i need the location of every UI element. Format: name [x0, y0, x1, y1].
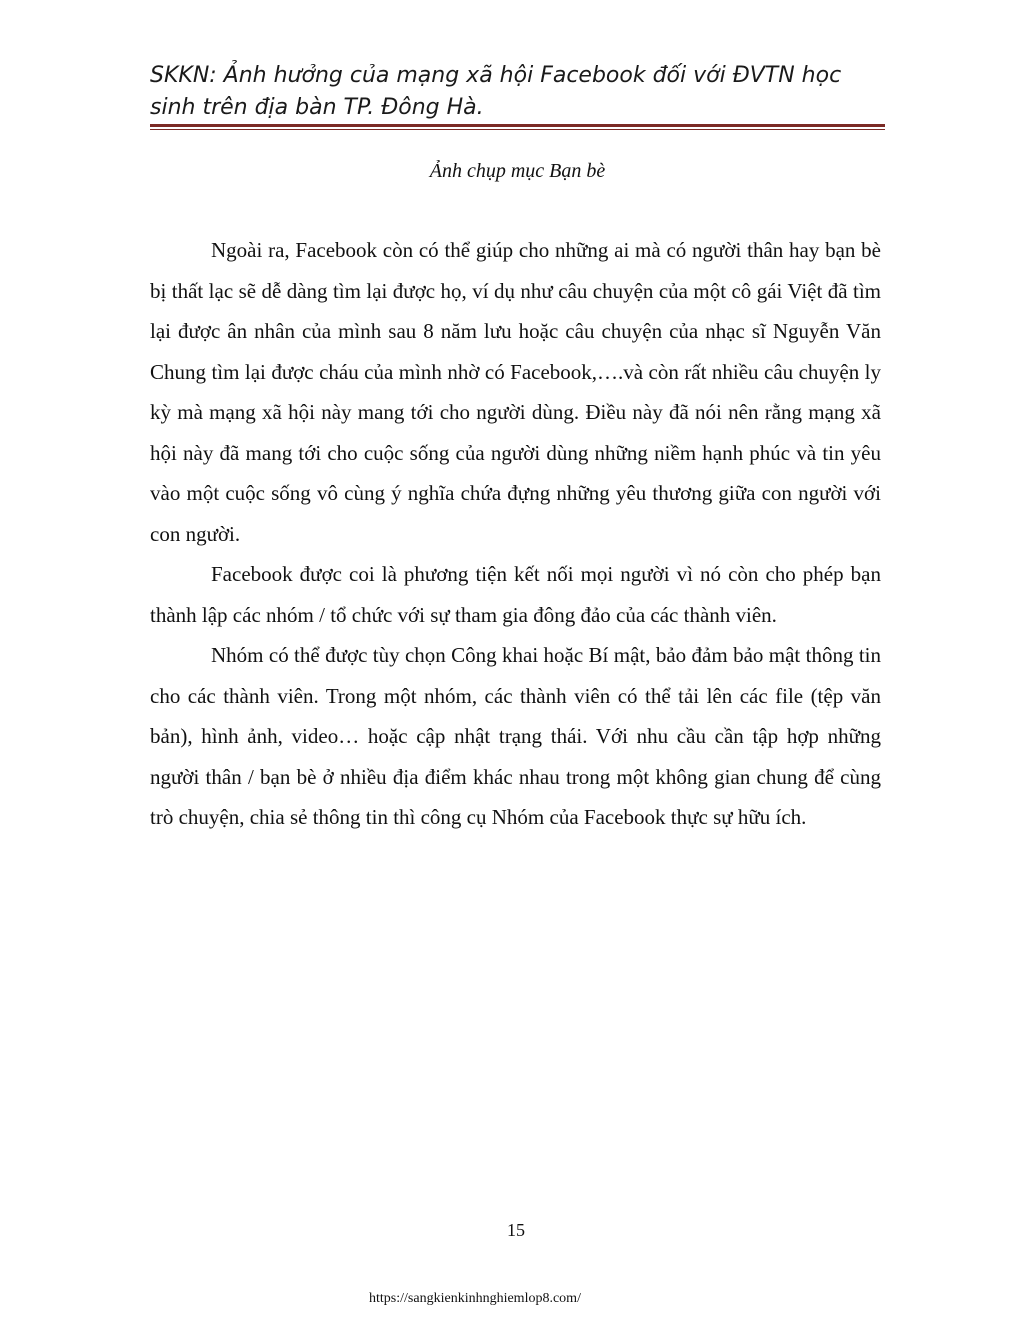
header-divider-thin-line — [150, 129, 885, 130]
paragraph: Nhóm có thể được tùy chọn Công khai hoặc Bí mật, bảo đảm bảo mật thông tin cho các thành viên. Trong một nhóm, các thành viên có thể tải lên các file (tệp văn bản), hình ảnh, video… hoặc cập nhật trạng thái. Với nhu cầu cần tập hợp những người thân / bạn bè ở nhiều địa điểm khác nhau trong một không gian chung để cùng trò chuyện, chia sẻ thông tin thì công cụ Nhóm của Facebook thực sự hữu ích. — [150, 643, 881, 829]
footer-link[interactable]: https://sangkienkinhnghiemlop8.com/ — [369, 1291, 581, 1306]
header-divider-thick-line — [150, 124, 885, 127]
header-title-line-2: sinh trên địa bàn TP. Đông Hà. — [150, 95, 484, 120]
paragraph: Facebook được coi là phương tiện kết nối mọi người vì nó còn cho phép bạn thành lập các nhóm / tổ chức với sự tham gia đông đảo của các thành viên. — [150, 562, 881, 627]
page-number: 15 — [507, 1220, 525, 1240]
image-caption: Ảnh chụp mục Bạn bè — [429, 160, 606, 182]
body-text — [150, 230, 881, 838]
document-header — [150, 60, 885, 124]
header-divider — [150, 124, 885, 130]
paragraph: Ngoài ra, Facebook còn có thể giúp cho những ai mà có người thân hay bạn bè bị thất lạc sẽ dễ dàng tìm lại được họ, ví dụ như câu chuyện của một cô gái Việt đã tìm lại được ân nhân của mình sau 8 năm lưu hoặc câu chuyện của nhạc sĩ Nguyễn Văn Chung tìm lại được cháu của mình nhờ có Facebook,….và còn rất nhiều câu chuyện ly kỳ mà mạng xã hội này mang tới cho người dùng. Điều này đã nói nên rằng mạng xã hội này đã mang tới cho cuộc sống của người dùng những niềm hạnh phúc và tin yêu vào một cuộc sống vô cùng ý nghĩa chứa đựng những yêu thương giữa con người với con người. — [150, 238, 881, 546]
header-title-line-1: SKKN: Ảnh hưởng của mạng xã hội Facebook đối với ĐVTN học — [150, 63, 842, 88]
